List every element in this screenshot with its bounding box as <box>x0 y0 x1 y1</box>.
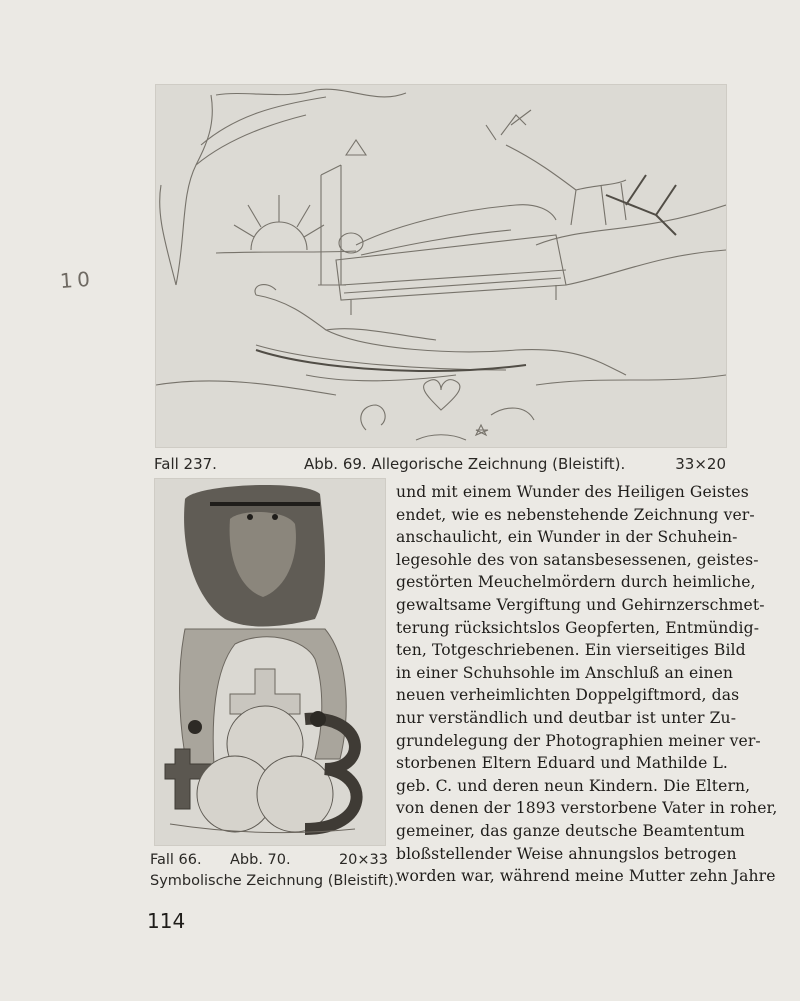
body-text-line: ten, Totgeschriebenen. Ein vierseitiges Bild <box>396 641 746 660</box>
left-figure-title: Symbolische Zeichnung (Bleistift). <box>150 873 399 889</box>
allegorical-drawing-image <box>156 85 726 447</box>
handwritten-margin-note: 1 0 <box>59 267 90 293</box>
body-text-line: endet, wie es nebenstehende Zeichnung ver- <box>396 505 755 524</box>
left-figure-size: 20×33 <box>338 852 388 868</box>
body-text-line: und mit einem Wunder des Heiligen Geistes <box>396 483 749 501</box>
body-text-line: gewaltsame Vergiftung und Gehirnzerschmet- <box>396 595 765 614</box>
body-text-line: grundelegung der Photographien meiner ver- <box>396 731 761 750</box>
left-figure-label: Abb. 70. <box>230 852 291 868</box>
top-figure-title: Abb. 69. Allegorische Zeichnung (Bleistift). <box>304 455 626 473</box>
allegorical-drawing-figure <box>155 84 727 448</box>
page-number: 114 <box>147 909 186 933</box>
body-text-line: legesohle des von satansbesessenen, geistes- <box>396 550 759 569</box>
body-text-line: worden war, während meine Mutter zehn Jahre <box>396 867 776 886</box>
left-figure-caption <box>150 852 399 889</box>
body-text-line: terung rücksichtslos Geopferten, Entmündig- <box>396 618 760 637</box>
body-text-line: storbenen Eltern Eduard und Mathilde L. <box>396 754 728 773</box>
symbolic-drawing-figure <box>154 478 386 846</box>
body-text-line: bloßstellender Weise ahnungslos betrogen <box>396 844 737 863</box>
body-text-line: geb. C. und deren neun Kindern. Die Eltern, <box>396 776 751 795</box>
body-text-line: nur verständlich und deutbar ist unter Zu- <box>396 708 737 727</box>
body-text-line: gemeiner, das ganze deutsche Beamtentum <box>396 821 745 840</box>
body-text-line: neuen verheimlichten Doppelgiftmord, das <box>396 686 740 705</box>
body-text-line: anschaulicht, ein Wunder in der Schuhein- <box>396 528 738 547</box>
body-text-line: in einer Schuhsohle im Anschluß an einen <box>396 663 734 682</box>
body-text <box>396 481 778 888</box>
top-figure-caption <box>154 455 726 479</box>
top-figure-size: 33×20 <box>675 455 726 473</box>
symbolic-drawing-image <box>155 479 385 845</box>
top-figure-case-label: Fall 237. <box>154 455 217 473</box>
body-text-line: gestörten Meuchelmördern durch heimliche, <box>396 573 756 592</box>
body-text-line: von denen der 1893 verstorbene Vater in roher, <box>396 799 778 818</box>
left-figure-case-label: Fall 66. <box>150 852 202 868</box>
